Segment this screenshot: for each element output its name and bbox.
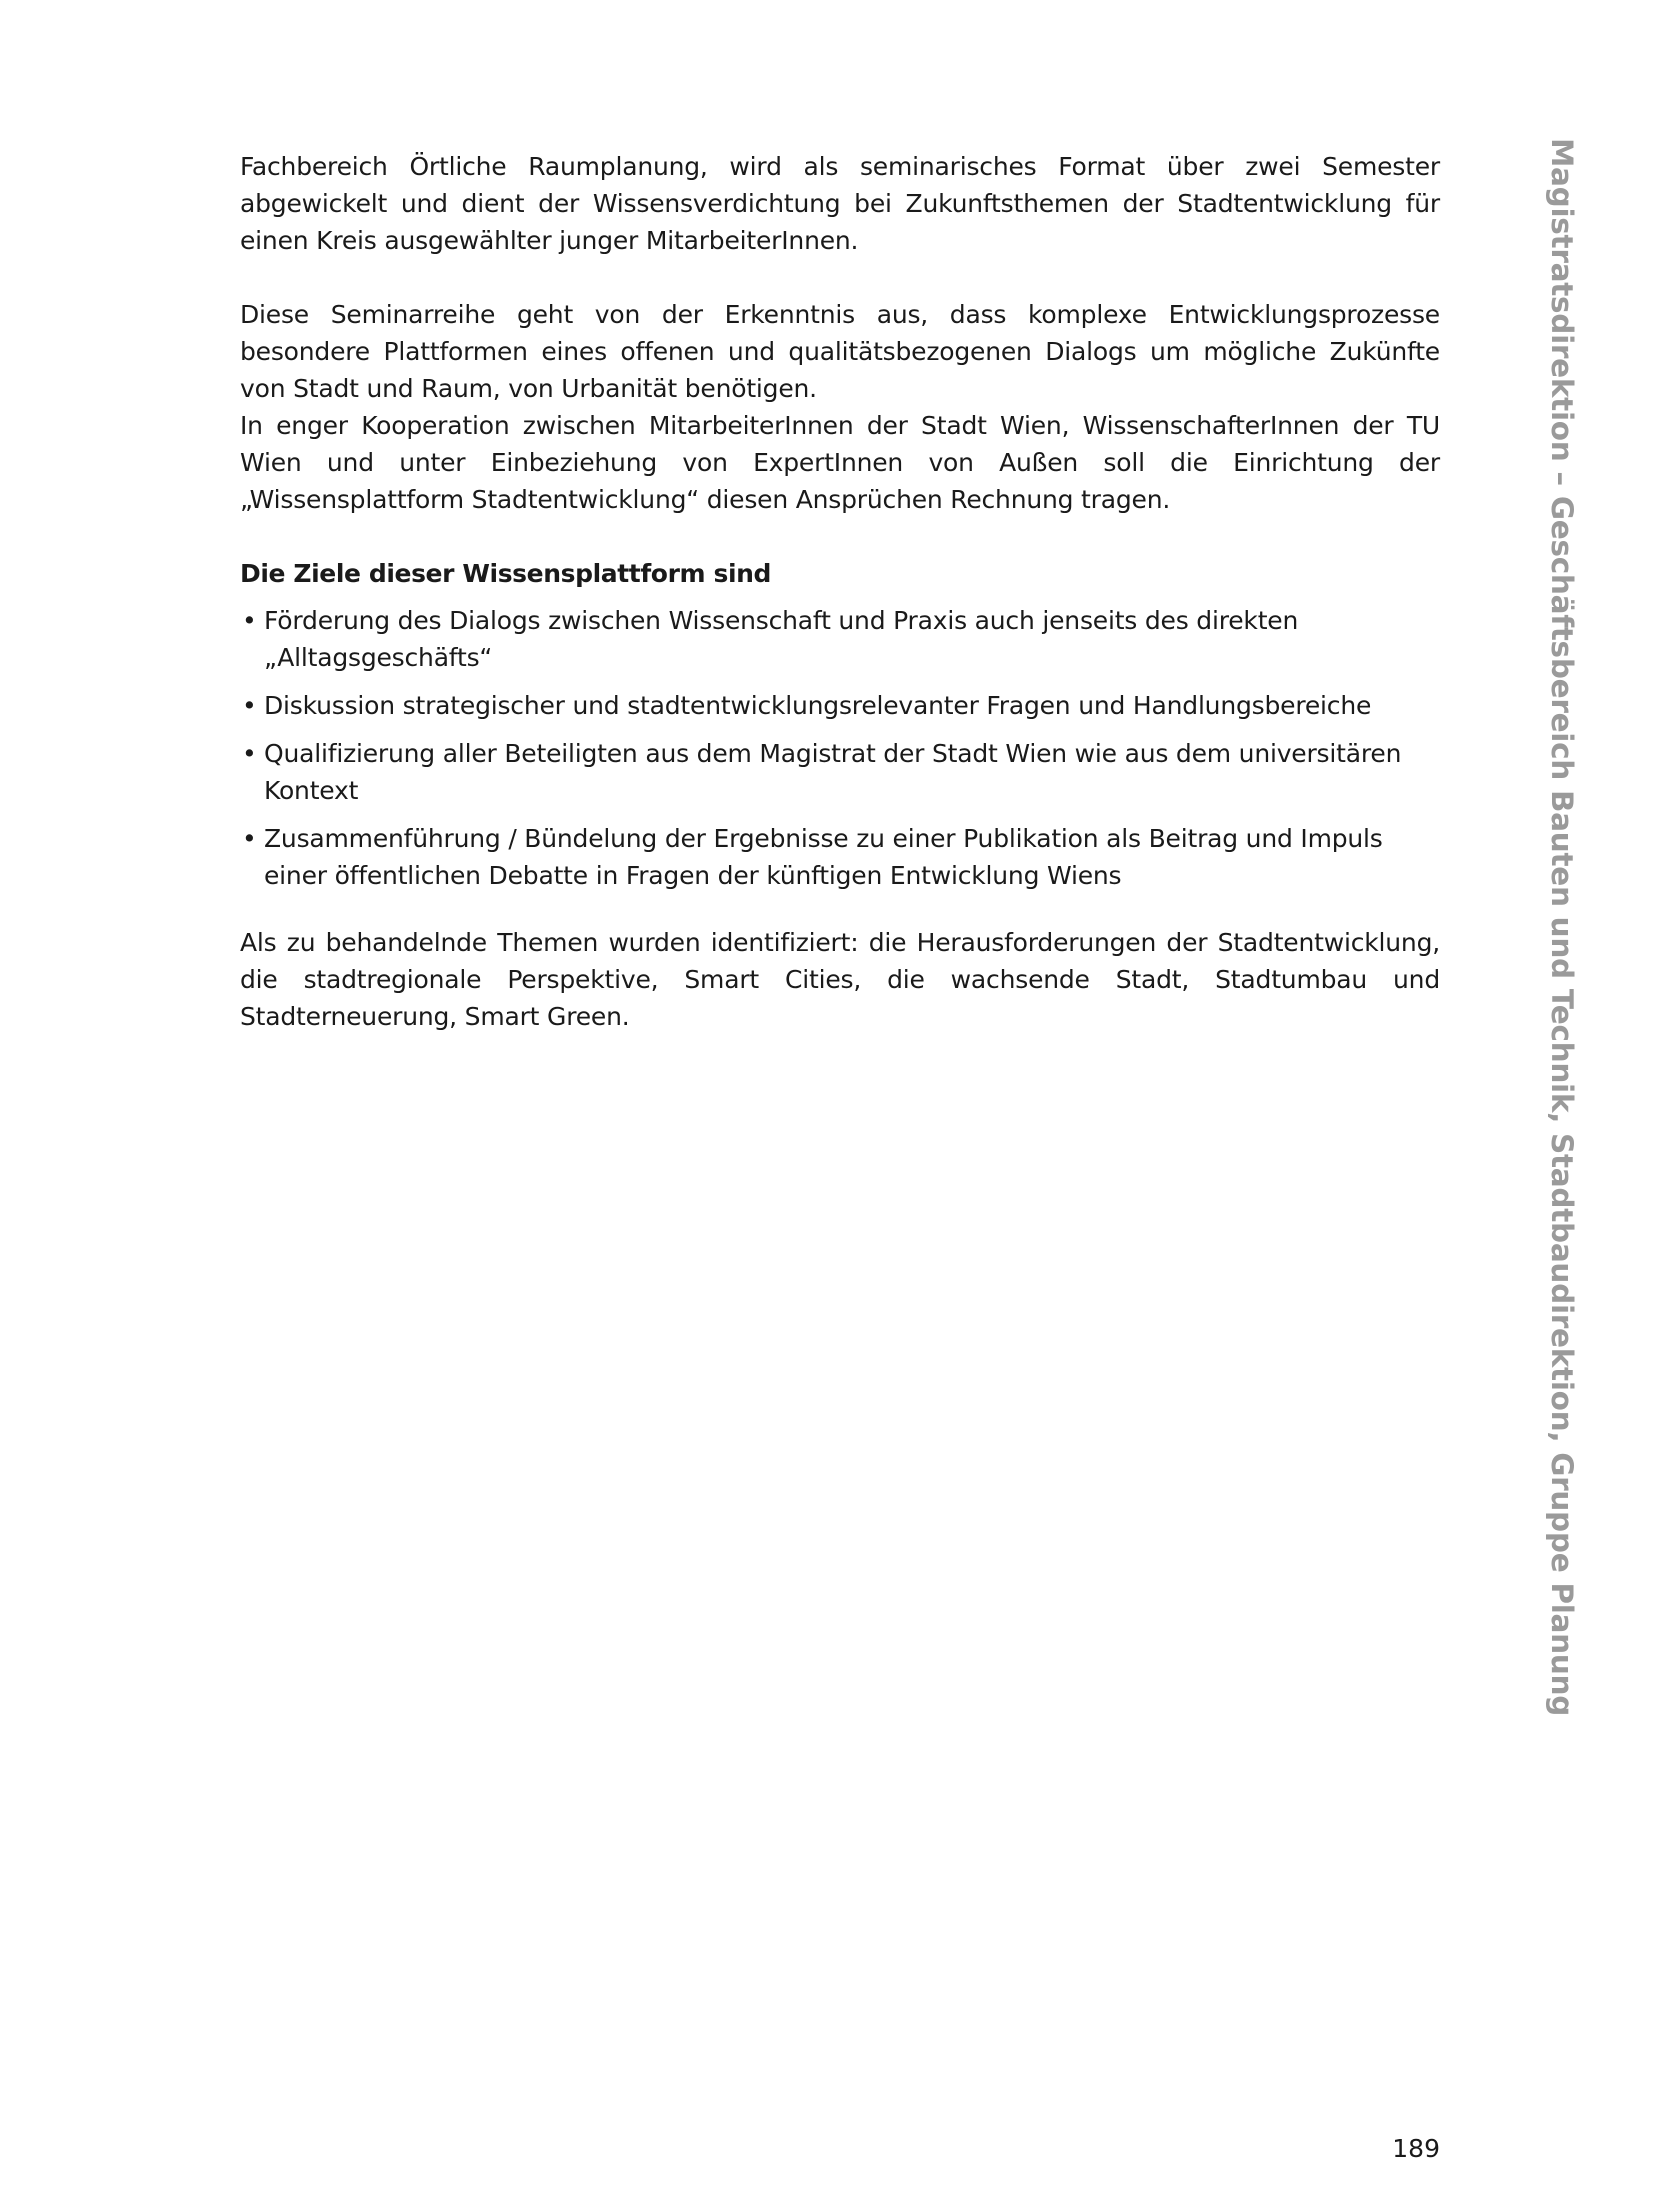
goal-text: Förderung des Dialogs zwischen Wissenschaft und Praxis auch jenseits des direkten „Alltagsgeschäfts“ xyxy=(264,606,1299,672)
list-item xyxy=(240,687,1440,724)
list-item xyxy=(240,602,1440,676)
goal-text: Diskussion strategischer und stadtentwicklungsrelevanter Fragen und Handlungsbereiche xyxy=(264,691,1372,720)
list-item xyxy=(240,820,1440,894)
goals-heading: Die Ziele dieser Wissensplattform sind xyxy=(240,559,772,588)
intro-paragraph: Fachbereich Örtliche Raumplanung, wird als seminarisches Format über zwei Semester abgewickelt und dient der Wissensverdichtung bei Zukunftsthemen der Stadtentwicklung für einen Kreis ausgewählter junger MitarbeiterInnen. xyxy=(240,152,1440,255)
cooperation-paragraph: In enger Kooperation zwischen MitarbeiterInnen der Stadt Wien, WissenschafterInnen der TU Wien und unter Einbeziehung von ExpertInnen von Außen soll die Einrichtung der „Wissensplattform Stadtentwicklung“ diesen Ansprüchen Rechnung tragen. xyxy=(240,411,1440,514)
goal-text: Zusammenführung / Bündelung der Ergebnisse zu einer Publikation als Beitrag und Impuls einer öffentlichen Debatte in Fragen der künftigen Entwicklung Wiens xyxy=(264,824,1383,890)
bullet-icon: • xyxy=(242,824,257,853)
bullet-icon: • xyxy=(242,739,257,768)
seminar-paragraph: Diese Seminarreihe geht von der Erkenntnis aus, dass komplexe Entwicklungsprozesse besondere Plattformen eines offenen und qualitätsbezogenen Dialogs um mögliche Zukünfte von Stadt und Raum, von Urbanität benötigen. xyxy=(240,300,1440,403)
goals-list xyxy=(240,602,1440,894)
topics-paragraph: Als zu behandelnde Themen wurden identifiziert: die Herausforderungen der Stadtentwicklung, die stadtregionale Perspektive, Smart Cities, die wachsende Stadt, Stadtumbau und Stadterneuerung, Smart Green. xyxy=(240,928,1440,1031)
goal-text: Qualifizierung aller Beteiligten aus dem Magistrat der Stadt Wien wie aus dem universitären Kontext xyxy=(264,739,1402,805)
bullet-icon: • xyxy=(242,606,257,635)
sidebar-department-title: Magistratsdirektion – Geschäftsbereich Bauten und Technik, Stadtbaudirektion, Gruppe Planung xyxy=(1545,138,1579,1717)
document-body xyxy=(240,148,1440,1072)
list-item xyxy=(240,735,1440,809)
bullet-icon: • xyxy=(242,691,257,720)
page-number: 189 xyxy=(1392,2134,1440,2163)
